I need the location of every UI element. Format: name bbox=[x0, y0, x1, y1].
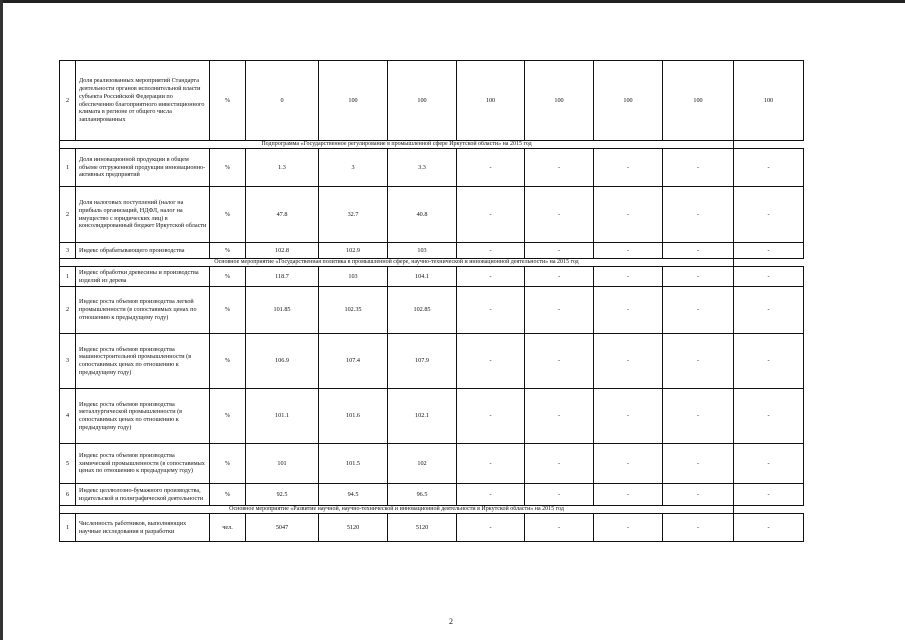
value-cell: - bbox=[525, 514, 594, 542]
value-cell: 102 bbox=[388, 444, 457, 484]
unit-cell: % bbox=[210, 149, 246, 187]
value-cell: - bbox=[734, 267, 804, 287]
indicator-name: Индекс роста объемов производства машиностроительной промышленности (в сопоставимых ценах по отношению к предыдущему году) bbox=[76, 334, 210, 389]
table-row bbox=[60, 267, 804, 287]
indicator-name: Индекс обработки древесины и производства изделий из дерева bbox=[76, 267, 210, 287]
indicator-name: Индекс целлюлозно-бумажного производства, издательской и полиграфической деятельности bbox=[76, 484, 210, 506]
section-heading-row bbox=[60, 506, 804, 514]
value-cell: - bbox=[663, 267, 734, 287]
row-number: 2 bbox=[60, 61, 76, 141]
row-number: 1 bbox=[60, 514, 76, 542]
table-row bbox=[60, 287, 804, 334]
value-cell: 0 bbox=[246, 61, 319, 141]
row-number: 3 bbox=[60, 243, 76, 259]
value-cell: 100 bbox=[457, 61, 525, 141]
value-cell: - bbox=[457, 149, 525, 187]
section-heading: Основное мероприятие «Развитие научной, научно-технической и инновационной деятельности в Иркутской области» на 2015 год bbox=[60, 506, 734, 514]
value-cell: - bbox=[594, 243, 663, 259]
value-cell: - bbox=[594, 149, 663, 187]
value-cell: - bbox=[457, 444, 525, 484]
value-cell: 100 bbox=[525, 61, 594, 141]
indicator-name: Численность работников, выполняющих научные исследования и разработки bbox=[76, 514, 210, 542]
indicator-name: Доля налоговых поступлений (налог на прибыль организаций, НДФЛ, налог на имущество с юридических лиц) в консолидированный бюджет Иркутской области bbox=[76, 187, 210, 243]
value-cell: - bbox=[594, 287, 663, 334]
value-cell: - bbox=[457, 514, 525, 542]
value-cell: 100 bbox=[663, 61, 734, 141]
value-cell: 40.8 bbox=[388, 187, 457, 243]
value-cell: 101.5 bbox=[319, 444, 388, 484]
value-cell: 96.5 bbox=[388, 484, 457, 506]
value-cell: 101.85 bbox=[246, 287, 319, 334]
value-cell: - bbox=[594, 514, 663, 542]
scan-edge-top bbox=[0, 0, 905, 3]
value-cell: - bbox=[663, 514, 734, 542]
value-cell: - bbox=[525, 149, 594, 187]
value-cell: - bbox=[663, 287, 734, 334]
indicator-name: Индекс обрабатывающего производства bbox=[76, 243, 210, 259]
value-cell: 103 bbox=[319, 267, 388, 287]
row-number: 3 bbox=[60, 334, 76, 389]
value-cell: - bbox=[525, 267, 594, 287]
value-cell: - bbox=[663, 187, 734, 243]
value-cell: - bbox=[525, 484, 594, 506]
value-cell: 102.9 bbox=[319, 243, 388, 259]
row-number: 6 bbox=[60, 484, 76, 506]
value-cell: 100 bbox=[388, 61, 457, 141]
value-cell: 47.8 bbox=[246, 187, 319, 243]
value-cell: - bbox=[734, 389, 804, 444]
value-cell: - bbox=[525, 243, 594, 259]
table-row bbox=[60, 514, 804, 542]
value-cell: - bbox=[663, 334, 734, 389]
value-cell: 101 bbox=[246, 444, 319, 484]
value-cell: - bbox=[734, 444, 804, 484]
row-number: 2 bbox=[60, 287, 76, 334]
section-heading: Подпрограмма «Государственное регулирование в промышленной сфере Иркутской области» на 2015 год bbox=[60, 141, 734, 149]
indicator-name: Доля реализованных мероприятий Стандарта деятельности органов исполнительной власти субъекта Российской Федерации по обеспечению благоприятного инвестиционного климата в регионе от общего числа запланированных bbox=[76, 61, 210, 141]
value-cell: 5120 bbox=[388, 514, 457, 542]
value-cell: - bbox=[663, 389, 734, 444]
value-cell: 104.1 bbox=[388, 267, 457, 287]
value-cell: - bbox=[525, 334, 594, 389]
value-cell: - bbox=[457, 267, 525, 287]
section-heading-row bbox=[60, 259, 804, 267]
unit-cell: % bbox=[210, 267, 246, 287]
unit-cell: % bbox=[210, 61, 246, 141]
value-cell: - bbox=[525, 389, 594, 444]
indicator-name: Индекс роста объемов производства легкой промышленности (в сопоставимых ценах по отношению к предыдущему году) bbox=[76, 287, 210, 334]
value-cell: - bbox=[734, 287, 804, 334]
value-cell: - bbox=[734, 334, 804, 389]
value-cell: - bbox=[734, 484, 804, 506]
value-cell: - bbox=[457, 334, 525, 389]
unit-cell: % bbox=[210, 187, 246, 243]
value-cell: - bbox=[594, 267, 663, 287]
value-cell: - bbox=[457, 243, 525, 259]
value-cell: - bbox=[594, 389, 663, 444]
table-row bbox=[60, 149, 804, 187]
value-cell: 102.1 bbox=[388, 389, 457, 444]
value-cell: - bbox=[594, 484, 663, 506]
value-cell: - bbox=[734, 149, 804, 187]
indicators-table bbox=[59, 60, 804, 542]
value-cell: 101.1 bbox=[246, 389, 319, 444]
value-cell: 101.6 bbox=[319, 389, 388, 444]
row-number: 1 bbox=[60, 267, 76, 287]
indicator-name: Индекс роста объемов производства металлургической промышленности (в сопоставимых ценах по отношению к предыдущему году) bbox=[76, 389, 210, 444]
unit-cell: % bbox=[210, 287, 246, 334]
table-row bbox=[60, 484, 804, 506]
row-number: 2 bbox=[60, 187, 76, 243]
table-row bbox=[60, 444, 804, 484]
value-cell: 102.85 bbox=[388, 287, 457, 334]
value-cell: 100 bbox=[734, 61, 804, 141]
page-number: 2 bbox=[449, 617, 453, 626]
table-row bbox=[60, 61, 804, 141]
value-cell: - bbox=[525, 444, 594, 484]
table-row bbox=[60, 187, 804, 243]
row-number: 4 bbox=[60, 389, 76, 444]
value-cell: - bbox=[457, 187, 525, 243]
unit-cell: % bbox=[210, 389, 246, 444]
value-cell: 107.4 bbox=[319, 334, 388, 389]
value-cell: 107.9 bbox=[388, 334, 457, 389]
value-cell: - bbox=[525, 187, 594, 243]
value-cell: - bbox=[457, 287, 525, 334]
table-row bbox=[60, 243, 804, 259]
value-cell: 102.35 bbox=[319, 287, 388, 334]
value-cell: 100 bbox=[319, 61, 388, 141]
section-heading: Основное мероприятие «Государственная политика в промышленной сфере, научно-технической и инновационной деятельности» на 2015 год bbox=[60, 259, 734, 267]
value-cell: 106.9 bbox=[246, 334, 319, 389]
unit-cell: % bbox=[210, 444, 246, 484]
value-cell: - bbox=[663, 484, 734, 506]
value-cell: - bbox=[525, 287, 594, 334]
row-number: 5 bbox=[60, 444, 76, 484]
value-cell: - bbox=[594, 444, 663, 484]
value-cell: 1.3 bbox=[246, 149, 319, 187]
value-cell: - bbox=[663, 149, 734, 187]
value-cell: - bbox=[734, 243, 804, 259]
table-row bbox=[60, 334, 804, 389]
value-cell: 103 bbox=[388, 243, 457, 259]
value-cell: - bbox=[594, 187, 663, 243]
row-number: 1 bbox=[60, 149, 76, 187]
value-cell: - bbox=[594, 334, 663, 389]
value-cell: 118.7 bbox=[246, 267, 319, 287]
value-cell: 3.3 bbox=[388, 149, 457, 187]
value-cell: - bbox=[734, 187, 804, 243]
value-cell: 5120 bbox=[319, 514, 388, 542]
value-cell: 92.5 bbox=[246, 484, 319, 506]
value-cell: 102.8 bbox=[246, 243, 319, 259]
value-cell: 100 bbox=[594, 61, 663, 141]
value-cell: - bbox=[457, 389, 525, 444]
table-row bbox=[60, 389, 804, 444]
value-cell: 3 bbox=[319, 149, 388, 187]
unit-cell: % bbox=[210, 484, 246, 506]
indicator-name: Индекс роста объемов производства химической промышленности (в сопоставимых ценах по отношению к предыдущему году) bbox=[76, 444, 210, 484]
section-heading-row bbox=[60, 141, 804, 149]
indicator-name: Доля инновационной продукции в общем объеме отгруженной продукции инновационно-активных предприятий bbox=[76, 149, 210, 187]
value-cell: 94.5 bbox=[319, 484, 388, 506]
value-cell: - bbox=[734, 514, 804, 542]
value-cell: - bbox=[663, 444, 734, 484]
value-cell: 32.7 bbox=[319, 187, 388, 243]
unit-cell: % bbox=[210, 334, 246, 389]
value-cell: - bbox=[663, 243, 734, 259]
unit-cell: чел. bbox=[210, 514, 246, 542]
unit-cell: % bbox=[210, 243, 246, 259]
value-cell: - bbox=[457, 484, 525, 506]
scan-edge-left bbox=[0, 0, 3, 640]
value-cell: 5047 bbox=[246, 514, 319, 542]
